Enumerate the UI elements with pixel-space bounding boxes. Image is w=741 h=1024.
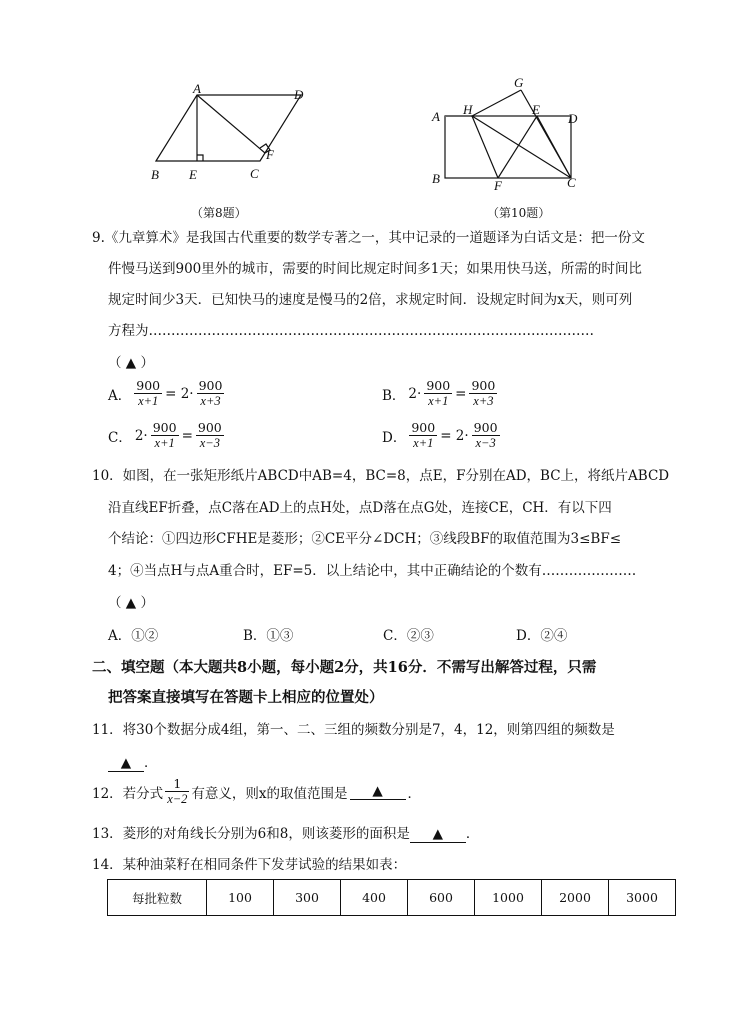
q9-line-4: 方程为……………………………………………………………………………………… <box>108 323 594 339</box>
option-letter: D． <box>382 429 407 446</box>
label-G: G <box>514 75 524 90</box>
table-row <box>108 880 676 916</box>
figure-10 <box>425 74 585 194</box>
q9-option-a[interactable] <box>108 378 224 409</box>
q13-blank[interactable]: ▲ <box>410 826 466 843</box>
fraction: $\frac{900}{x+1}$ <box>152 420 177 450</box>
label-B: B <box>432 171 440 186</box>
q10-line-1: 10．如图，在一张矩形纸片ABCD中AB=4，BC=8，点E，F分别在AD，BC上，将纸片ABCD <box>92 468 670 484</box>
label-C: C <box>250 166 259 181</box>
q14-line: 14．某种油菜籽在相同条件下发芽试验的结果如表： <box>92 857 407 873</box>
q12-line <box>92 776 421 807</box>
section-2-heading-line-2: 把答案直接填写在答题卡上相应的位置处） <box>108 689 384 706</box>
fraction: $\frac{900}{x+1}$ <box>136 378 161 408</box>
q9-line-2: 件慢马送到900里外的城市，需要的时间比规定时间多1天；如果用快马送，所需的时间比 <box>108 261 642 277</box>
table-cell: 100 <box>207 880 274 916</box>
q12-end: ． <box>407 785 422 802</box>
q9-option-c[interactable] <box>108 420 224 451</box>
fraction: $\frac{900}{x+1}$ <box>411 420 436 450</box>
q12-fraction: $\frac{1}{x-2}$ <box>167 776 188 806</box>
equals: = 2· <box>165 385 194 402</box>
q12-blank[interactable]: ▲ <box>350 783 406 800</box>
label-D: D <box>294 87 304 102</box>
section-2-heading: 二、填空题（本大题共8小题，每小题2分，共16分．不需写出解答过程，只需 <box>92 659 597 676</box>
q10-answer-mark: （ ▲ ） <box>108 595 154 611</box>
label-E: E <box>189 167 197 182</box>
q11-line-1: 11．将30个数据分成4组，第一、二、三组的频数分别是7，4，12，则第四组的频数是 <box>92 722 615 738</box>
table-cell: 400 <box>341 880 408 916</box>
label-A: A <box>432 109 440 124</box>
fraction: $\frac{900}{x+3}$ <box>198 378 223 408</box>
label-F: F <box>494 178 502 193</box>
figure-8 <box>140 84 325 184</box>
q12-prefix: 12．若分式 <box>92 785 164 802</box>
q10-option-d[interactable]: D．②④ <box>516 628 568 644</box>
q10-line-2: 沿直线EF折叠，点C落在AD上的点H处，点D落在点G处，连接CE，CH．有以下四 <box>108 500 612 516</box>
q9-option-d[interactable] <box>382 420 500 451</box>
equals: = 2· <box>440 427 469 444</box>
fraction: $\frac{900}{x-3}$ <box>473 420 498 450</box>
table-cell: 3000 <box>609 880 676 916</box>
option-letter: C． <box>108 429 132 446</box>
q9-answer-mark: （ ▲ ） <box>108 355 154 371</box>
coefficient: 2· <box>134 427 148 444</box>
label-F: F <box>266 147 274 162</box>
label-E: E <box>532 102 540 117</box>
table-cell: 300 <box>274 880 341 916</box>
q9-line-1: 9.《九章算术》是我国古代重要的数学专著之一，其中记录的一道题译为白话文是：把一份文 <box>92 230 645 246</box>
q9-option-b[interactable] <box>382 378 497 409</box>
option-letter: B． <box>382 387 406 404</box>
table-header-cell: 每批粒数 <box>108 880 207 916</box>
q13-end: ． <box>465 826 480 842</box>
label-C: C <box>567 175 576 190</box>
q10-option-a[interactable]: A．①② <box>108 628 159 644</box>
q13-line <box>92 822 479 843</box>
q11-end: ． <box>144 755 158 771</box>
label-D: D <box>568 111 578 126</box>
q10-option-c[interactable]: C．②③ <box>383 628 434 644</box>
table-cell: 1000 <box>475 880 542 916</box>
fraction: $\frac{900}{x-3}$ <box>197 420 222 450</box>
label-A: A <box>193 84 201 96</box>
q13-text: 13．菱形的对角线长分别为6和8，则该菱形的面积是 <box>92 826 410 842</box>
q14-table <box>107 879 676 916</box>
q11-answer[interactable] <box>108 751 158 772</box>
option-letter: A． <box>108 387 132 404</box>
label-H: H <box>463 102 473 117</box>
table-cell: 2000 <box>542 880 609 916</box>
fraction: $\frac{900}{x+1}$ <box>426 378 451 408</box>
q12-text: 有意义，则x的取值范围是 <box>191 785 348 802</box>
label-B: B <box>151 167 159 182</box>
q10-line-4: 4；④当点H与点A重合时，EF=5．以上结论中，其中正确结论的个数有………………… <box>108 563 637 579</box>
q10-line-3: 个结论：①四边形CFHE是菱形；②CE平分∠DCH；③线段BF的取值范围为3≤BF≤ <box>108 531 622 547</box>
coefficient: 2· <box>408 385 422 402</box>
q11-blank: ▲ <box>108 755 144 772</box>
equals: = <box>181 427 193 444</box>
q10-option-b[interactable]: B．①③ <box>243 628 294 644</box>
q9-line-3: 规定时间少3天．已知快马的速度是慢马的2倍，求规定时间．设规定时间为x天，则可列 <box>108 292 633 308</box>
figure-10-caption: （第10题） <box>487 206 551 220</box>
equals: = <box>455 385 467 402</box>
fraction: $\frac{900}{x+3}$ <box>471 378 496 408</box>
table-cell: 600 <box>408 880 475 916</box>
figure-8-caption: （第8题） <box>191 206 247 220</box>
